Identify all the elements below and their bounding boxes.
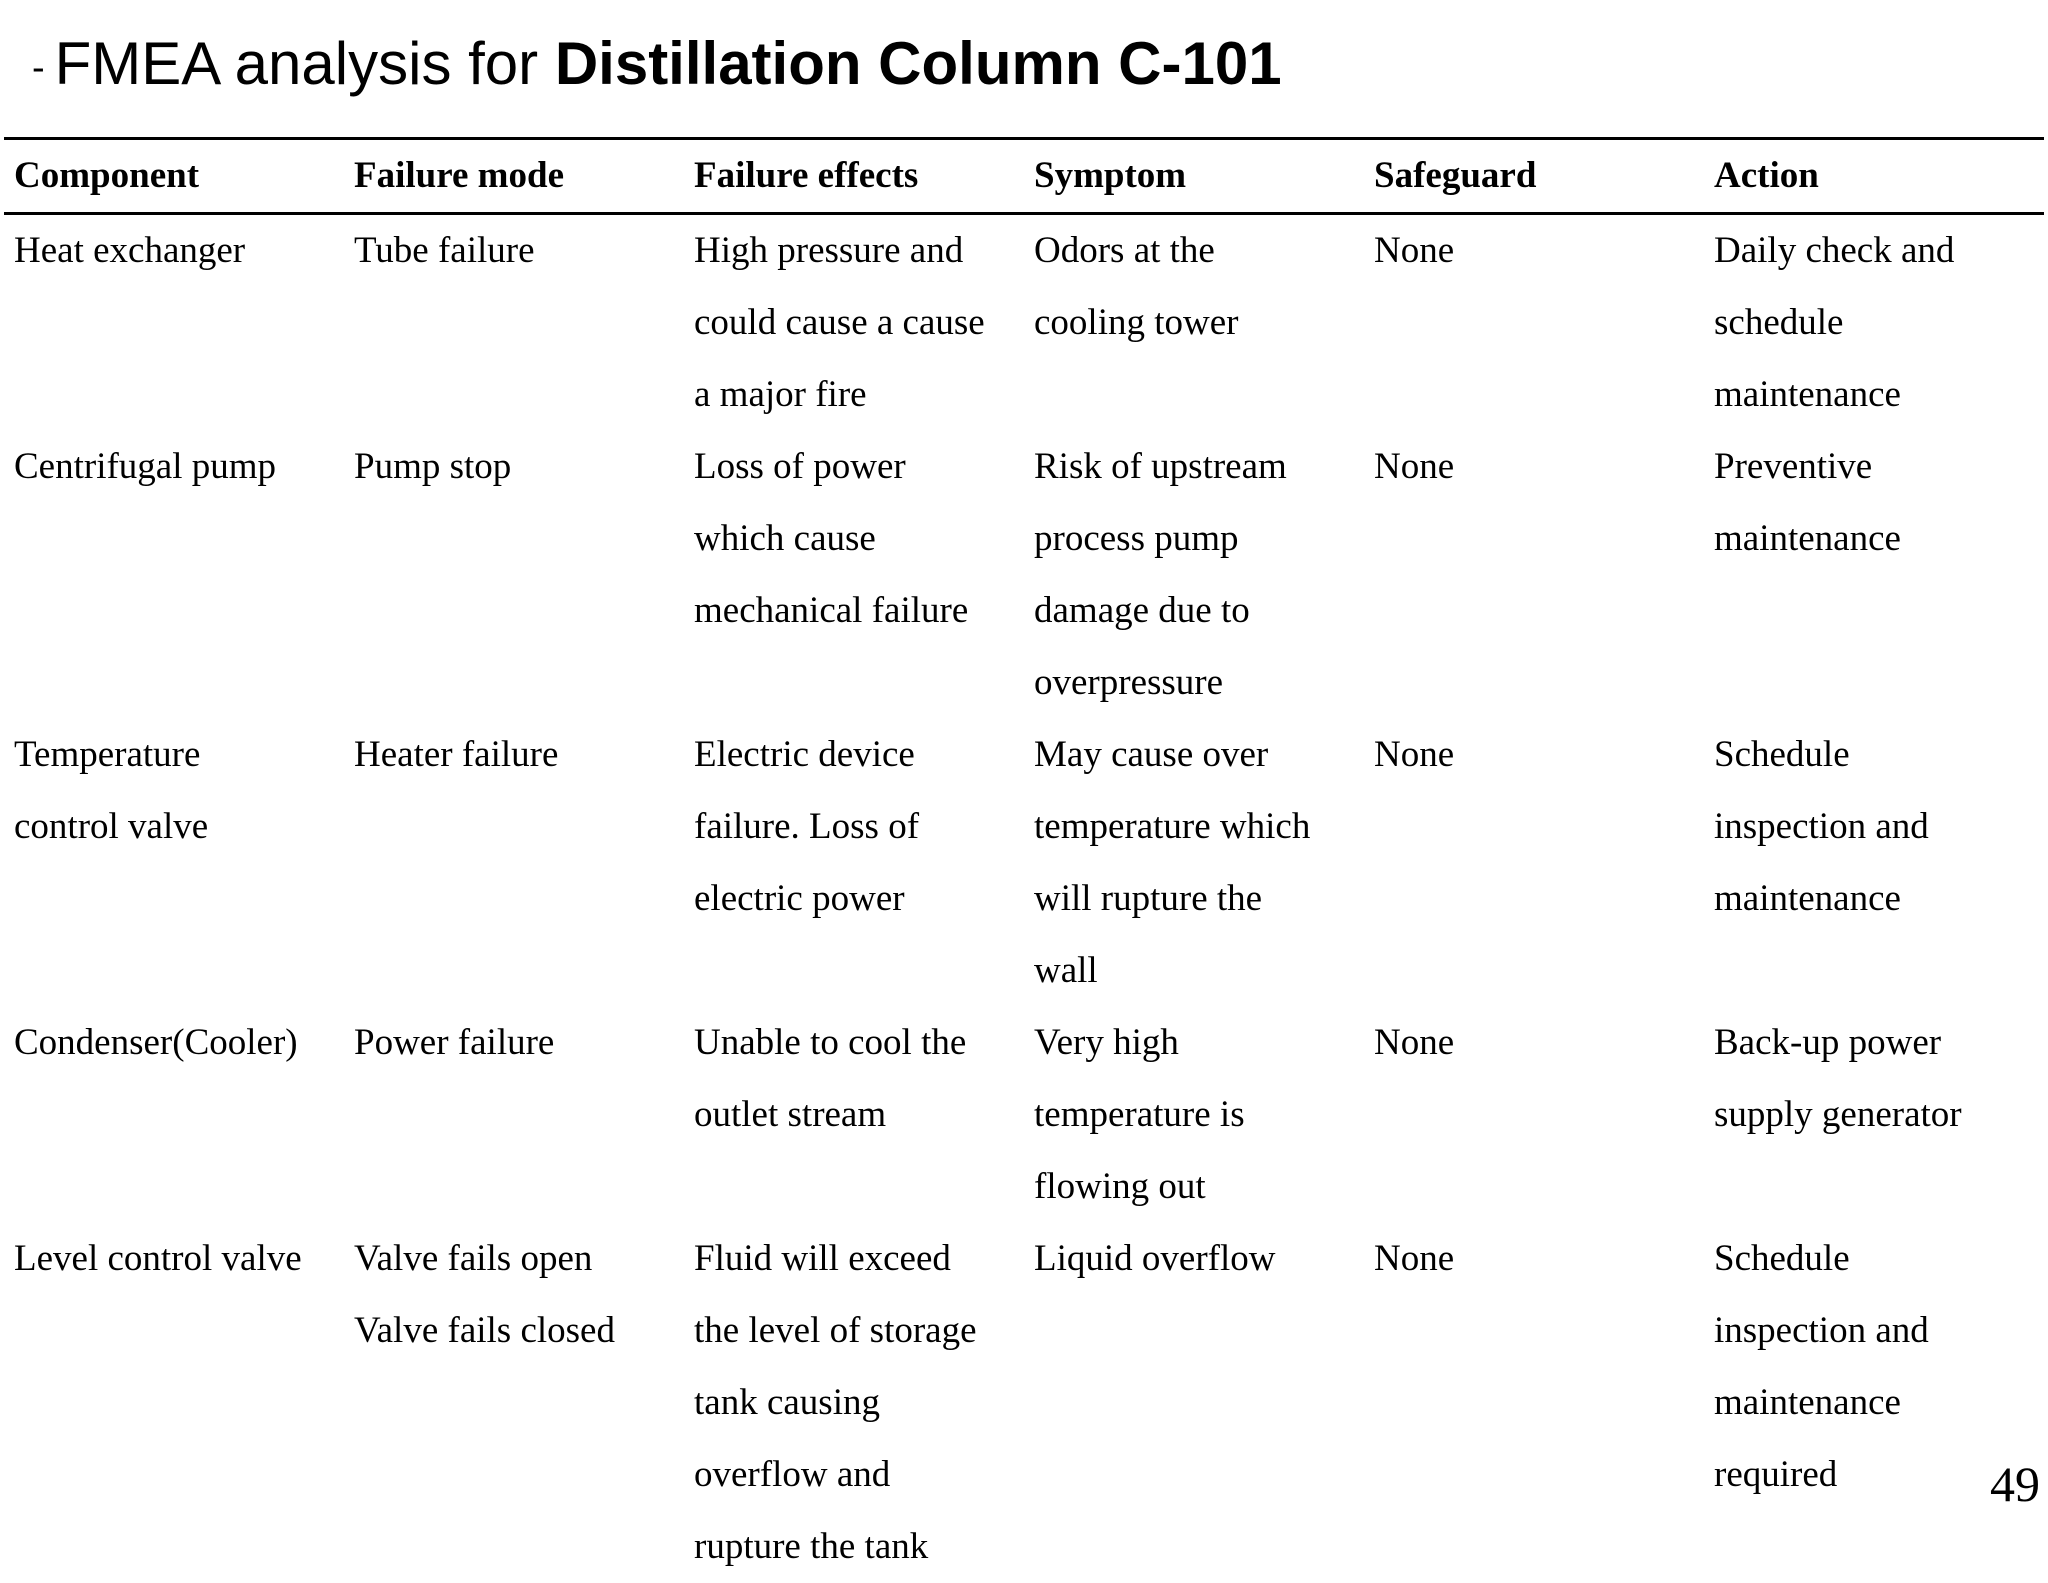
table-row: [4, 431, 2044, 719]
header-safeguard: Safeguard: [1364, 139, 1704, 214]
cell-safeguard: None: [1364, 1007, 1704, 1223]
cell-failure-mode: Tube failure: [344, 214, 684, 432]
cell-safeguard: None: [1364, 431, 1704, 719]
table-row: [4, 1223, 2044, 1583]
cell-component: Centrifugal pump: [4, 431, 344, 719]
cell-failure-mode: Heater failure: [344, 719, 684, 1007]
table-row: [4, 719, 2044, 1007]
header-row: [4, 139, 2044, 214]
header-failure-effects: Failure effects: [684, 139, 1024, 214]
fmea-table: [4, 137, 2044, 1583]
cell-component: Temperature control valve: [4, 719, 344, 1007]
cell-symptom: May cause over temperature which will rupture the wall: [1024, 719, 1364, 1007]
cell-failure-effects: High pressure and could cause a cause a major fire: [684, 214, 1024, 432]
cell-action: Schedule inspection and maintenance required: [1704, 1223, 2044, 1583]
cell-action: Back-up power supply generator: [1704, 1007, 2044, 1223]
cell-component: Level control valve: [4, 1223, 344, 1583]
cell-failure-effects: Loss of power which cause mechanical failure: [684, 431, 1024, 719]
header-symptom: Symptom: [1024, 139, 1364, 214]
cell-failure-effects: Electric device failure. Loss of electric power: [684, 719, 1024, 1007]
cell-symptom: Very high temperature is flowing out: [1024, 1007, 1364, 1223]
cell-component: Condenser(Cooler): [4, 1007, 344, 1223]
table-row: [4, 214, 2044, 432]
table-row: [4, 1007, 2044, 1223]
title-subject: Distillation Column C-101: [555, 30, 1282, 97]
cell-symptom: Odors at the cooling tower: [1024, 214, 1364, 432]
cell-failure-mode: Power failure: [344, 1007, 684, 1223]
header-action: Action: [1704, 139, 2044, 214]
cell-safeguard: None: [1364, 214, 1704, 432]
cell-action: Schedule inspection and maintenance: [1704, 719, 2044, 1007]
cell-action: Daily check and schedule maintenance: [1704, 214, 2044, 432]
cell-action: Preventive maintenance: [1704, 431, 2044, 719]
cell-failure-mode: Valve fails open Valve fails closed: [344, 1223, 684, 1583]
header-component: Component: [4, 139, 344, 214]
table-header: [4, 139, 2044, 214]
title-dash: -: [32, 47, 45, 89]
cell-safeguard: None: [1364, 719, 1704, 1007]
table-body: [4, 214, 2044, 1583]
title-prefix: FMEA analysis for: [55, 30, 539, 97]
cell-symptom: Liquid overflow: [1024, 1223, 1364, 1583]
cell-symptom: Risk of upstream process pump damage due to overpressure: [1024, 431, 1364, 719]
slide-title: [32, 22, 1282, 110]
cell-component: Heat exchanger: [4, 214, 344, 432]
cell-safeguard: None: [1364, 1223, 1704, 1583]
header-failure-mode: Failure mode: [344, 139, 684, 214]
cell-failure-effects: Fluid will exceed the level of storage tank causing overflow and rupture the tank: [684, 1223, 1024, 1583]
cell-failure-mode: Pump stop: [344, 431, 684, 719]
cell-failure-effects: Unable to cool the outlet stream: [684, 1007, 1024, 1223]
page-number: 49: [1984, 1454, 2040, 1514]
